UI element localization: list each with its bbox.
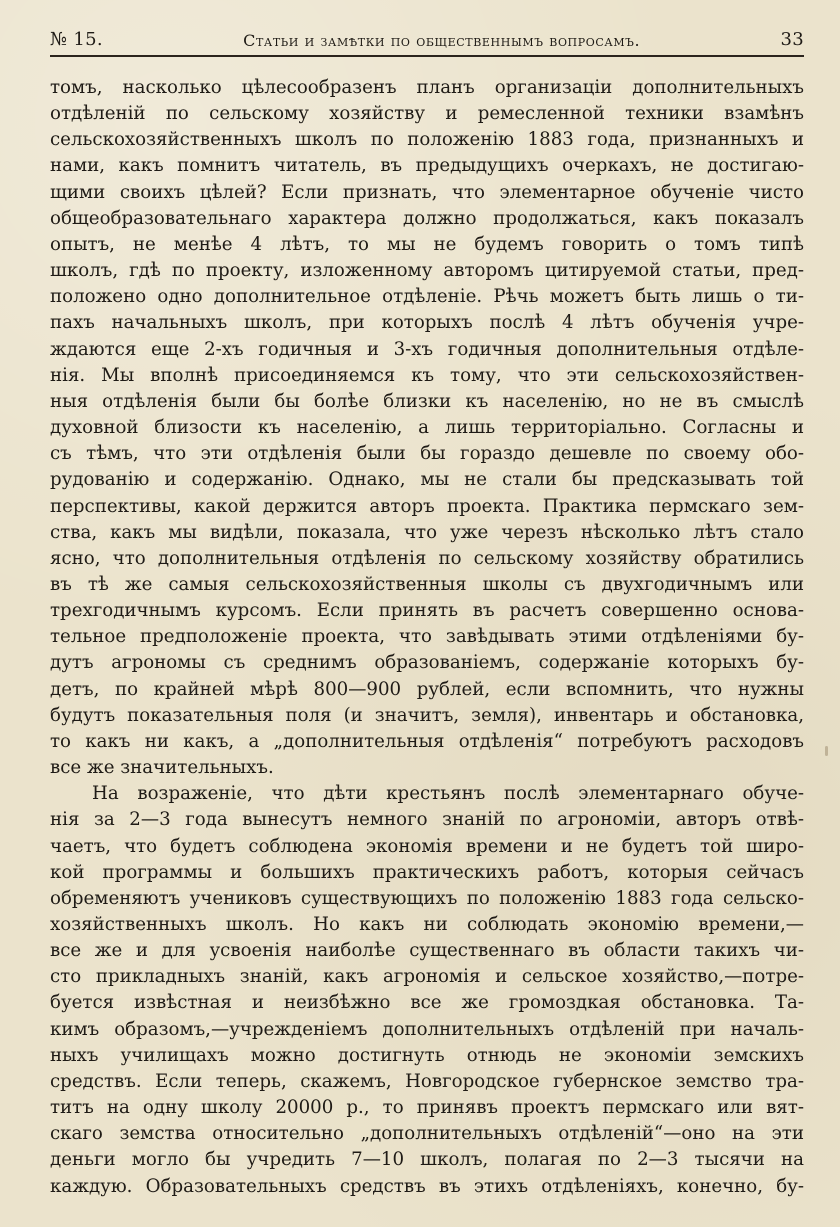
text-line: дутъ агрономы съ среднимъ образованіемъ, содержаніе которыхъ бу-	[50, 652, 804, 674]
text-line: сто прикладныхъ знаній, какъ агрономія и сельское хозяйство,—потре-	[50, 966, 804, 988]
text-line: средствъ. Если теперь, скажемъ, Новгородское губернское земство тра-	[50, 1070, 804, 1092]
paragraph-1	[50, 75, 804, 781]
header-rule	[50, 55, 804, 57]
text-line: обременяютъ учениковъ существующихъ по положенію 1883 года сельско-	[50, 887, 804, 909]
text-line: щими своихъ цѣлей? Если признать, что элементарное обученіе чисто	[50, 181, 804, 203]
text-line: титъ на одну школу 20000 р., то принявъ проектъ пермскаго или вят-	[50, 1097, 804, 1119]
text-line: ясно, что дополнительныя отдѣленія по сельскому хозяйству обратились	[50, 547, 804, 569]
page-number: 33	[780, 29, 804, 50]
text-line: скаго земства относительно „дополнительныхъ отдѣленій“—оно на эти	[50, 1123, 804, 1145]
text-line: томъ, насколько цѣлесообразенъ планъ организаціи дополнительныхъ	[50, 77, 804, 98]
paper-mark	[825, 746, 828, 756]
text-line: рудованію и содержанію. Однако, мы не стали бы предсказывать той	[50, 469, 804, 491]
text-line: На возраженіе, что дѣти крестьянъ послѣ элементарнаго обуче-	[92, 783, 804, 805]
text-line: нія за 2—3 года вынесутъ немного знаній по агрономіи, авторъ отвѣ-	[50, 809, 804, 831]
text-line: все же и для усвоенія наиболѣе существеннаго въ области такихъ чи-	[50, 940, 804, 962]
running-title: Статьи и замѣтки по общественнымъ вопросамъ.	[243, 31, 641, 50]
text-line: будутъ показательныя поля (и значитъ, земля), инвентарь и обстановка,	[50, 704, 804, 726]
text-line: сельскохозяйственныхъ школъ по положенію 1883 года, признанныхъ и	[50, 129, 804, 151]
text-line: чаетъ, что будетъ соблюдена экономія времени и не будетъ той широ-	[50, 835, 804, 857]
text-line: нія. Мы вполнѣ присоединяемся къ тому, что эти сельскохозяйствен-	[50, 364, 804, 386]
text-line: хозяйственныхъ школъ. Но какъ ни соблюдать экономію времени,—	[50, 914, 804, 935]
text-line: отдѣленій по сельскому хозяйству и ремесленной техники взамѣнъ	[50, 103, 804, 125]
text-line: нами, какъ помнитъ читатель, въ предыдущихъ очеркахъ, не достигаю-	[50, 155, 804, 177]
page-header	[50, 20, 804, 50]
paragraph-2	[50, 781, 804, 1200]
text-line: ныя отдѣленія были бы болѣе близки къ населенію, но не въ смыслѣ	[50, 390, 804, 412]
issue-number: № 15.	[50, 29, 103, 50]
text-line: перспективы, какой держится авторъ проекта. Практика пермскаго зем-	[50, 495, 804, 517]
text-line: опытъ, не менѣе 4 лѣтъ, то мы не будемъ говорить о томъ типѣ	[50, 233, 804, 255]
text-line: кимъ образомъ,—учрежденіемъ дополнительныхъ отдѣленій при началь-	[50, 1018, 804, 1040]
text-line: ства, какъ мы видѣли, показала, что уже черезъ нѣсколько лѣтъ стало	[50, 521, 804, 543]
text-line: школъ, гдѣ по проекту, изложенному авторомъ цитируемой статьи, пред-	[50, 260, 804, 282]
text-line: буется извѣстная и неизбѣжно все же громоздкая обстановка. Та-	[50, 992, 804, 1014]
text-line: деньги могло бы учредить 7—10 школъ, полагая по 2—3 тысячи на	[50, 1149, 804, 1171]
text-line: тельное предположеніе проекта, что завѣдывать этими отдѣленіями бу-	[50, 626, 804, 648]
text-line: детъ, по крайней мѣрѣ 800—900 рублей, если вспомнить, что нужны	[50, 678, 804, 700]
text-line: съ тѣмъ, что эти отдѣленія были бы гораздо дешевле по своему обо-	[50, 443, 804, 465]
text-line: пахъ начальныхъ школъ, при которыхъ послѣ 4 лѣтъ обученія учре-	[50, 312, 804, 334]
text-line: положено одно дополнительное отдѣленіе. Рѣчь можетъ быть лишь о ти-	[50, 286, 804, 308]
text-line: духовной близости къ населенію, а лишь территоріально. Согласны и	[50, 417, 804, 439]
text-line: общеобразовательнаго характера должно продолжаться, какъ показалъ	[50, 207, 804, 229]
text-line: кой программы и большихъ практическихъ работъ, которыя сейчасъ	[50, 861, 804, 883]
text-line: въ тѣ же самыя сельскохозяйственныя школы съ двухгодичнымъ или	[50, 573, 804, 595]
text-line: трехгодичнымъ курсомъ. Если принять въ расчетъ совершенно основа-	[50, 600, 804, 622]
body-text	[50, 75, 804, 1200]
text-line: то какъ ни какъ, а „дополнительныя отдѣленія“ потребуютъ расходовъ	[50, 730, 804, 752]
text-line: все же значительныхъ.	[50, 757, 274, 779]
text-line: ждаются еще 2-хъ годичныя и 3-хъ годичныя дополнительныя отдѣле-	[50, 338, 804, 360]
text-line: каждую. Образовательныхъ средствъ въ этихъ отдѣленіяхъ, конечно, бу-	[50, 1175, 804, 1197]
text-line: ныхъ училищахъ можно достигнуть отнюдь не экономіи земскихъ	[50, 1044, 804, 1066]
